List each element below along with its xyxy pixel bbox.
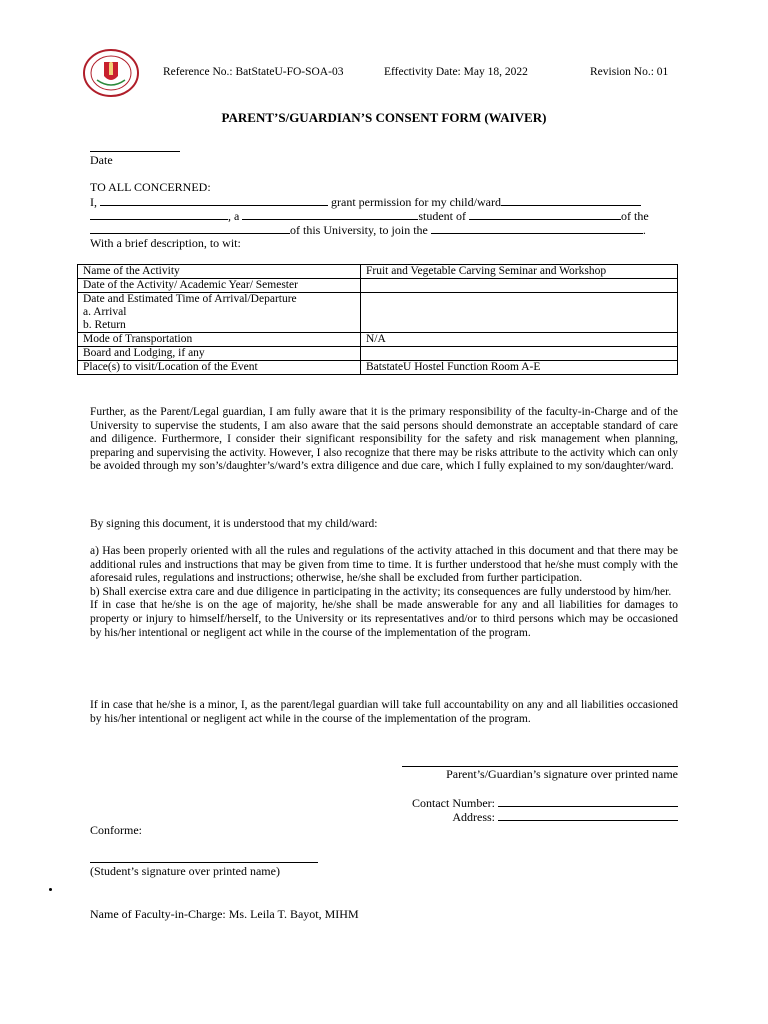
student-signature-line[interactable] [90,862,318,863]
activity-blank[interactable] [431,222,643,234]
date-line[interactable] [90,151,180,152]
permission-text: grant permission for my child/ward [328,195,501,209]
condition-b: b) Shall exercise extra care and due diligence in participating in the activity; its consequences are fully understood by him/her. [90,585,672,598]
parent-name-blank[interactable] [100,194,328,206]
paragraph-text: If in case that he/she is a minor, I, as the parent/legal guardian will take full accountability on any and all liabilities occasioned by his/her intentional or negligent act while in the course of the implementation of the program. [90,699,678,725]
table-row [78,347,678,361]
condition-a: a) Has been properly oriented with all the rules and regulations of the activity attached in this document and that there may be additional rules and instructions that may be given from time to time. It is further understood that he/she must comply with the aforesaid rules, regulations and instructions; otherwise, he/she shall be excluded from further participation. [90,545,678,585]
college-blank[interactable] [90,222,290,234]
contact-number-label: Contact Number: [412,796,498,810]
revision-number: Revision No.: 01 [590,66,669,78]
row-value[interactable]: Fruit and Vegetable Carving Seminar and Workshop [361,265,678,279]
child-name-blank-2[interactable] [90,208,228,220]
stray-dot [49,888,52,891]
permission-line-3 [90,222,646,237]
understanding-paragraph [90,518,678,532]
paragraph-text: By signing this document, it is understood that my child/ward: [90,518,378,530]
child-name-blank[interactable] [501,194,641,206]
date-label: Date [90,153,113,167]
conforme-label: Conforme: [90,823,142,837]
form-title: PARENT’S/GUARDIAN’S CONSENT FORM (WAIVER) [221,110,547,125]
salutation: TO ALL CONCERNED: [90,180,211,194]
permission-line-4: With a brief description, to wit: [90,236,241,250]
row-label: Date of the Activity/ Academic Year/ Semester [78,279,361,293]
permission-text: student of [418,209,469,223]
row-label: Mode of Transportation [78,333,361,347]
student-signature-label: (Student’s signature over printed name) [90,864,280,878]
permission-text: . [642,223,646,237]
permission-text: of this University, to join the [290,223,431,237]
contact-number-field[interactable] [498,795,678,807]
row-label: Date and Estimated Time of Arrival/Departure [83,293,297,305]
table-row [78,361,678,375]
row-label-group [78,293,361,333]
faculty-in-charge: Name of Faculty-in-Charge: Ms. Leila T. Bayot, MIHM [90,907,359,921]
row-value[interactable]: N/A [361,333,678,347]
row-value[interactable] [361,279,678,293]
row-label: Name of the Activity [78,265,361,279]
address-field[interactable] [498,809,678,821]
parent-signature-label: Parent’s/Guardian’s signature over printed name [446,767,678,781]
permission-text: I, [90,195,100,209]
row-sublabel-arrival: a. Arrival [83,306,127,318]
table-row [78,265,678,279]
row-label: Place(s) to visit/Location of the Event [78,361,361,375]
row-value[interactable] [361,293,678,333]
table-row [78,279,678,293]
permission-line-2 [90,208,649,223]
address-row [380,809,678,825]
table-row [78,293,678,333]
permission-line-1 [90,194,641,209]
row-value[interactable]: BatstateU Hostel Function Room A-E [361,361,678,375]
program-blank[interactable] [469,208,621,220]
row-label: Board and Lodging, if any [78,347,361,361]
permission-text: , a [228,209,243,223]
university-seal-logo [82,48,140,98]
condition-majority: If in case that he/she is on the age of majority, he/she shall be made answerable for any and all liabilities for damages to property or injury to himself/herself, to the University or its representatives and/or to third persons which may be occasioned by his/her intentional or negligent act while in the course of the implementation of the program. [90,599,678,639]
responsibility-paragraph [90,406,678,474]
permission-text: of the [621,209,649,223]
table-row [78,333,678,347]
paragraph-text: Further, as the Parent/Legal guardian, I am fully aware that it is the primary responsibility of the faculty-in-Charge and of the University to supervise the students, I am also aware that the said persons should demonstrate an acceptable standard of care and diligence. Furthermore, I consider their significant responsibility for the safety and risk management when planning, preparing and supervising the activity. However, I also recognize that there may be risks attribute to the activity which can only be avoided through my son’s/daughter’s/ward’s extra diligence and due care, which I fully explained to my son/daughter/ward. [90,406,678,473]
address-label: Address: [452,810,498,824]
row-sublabel-return: b. Return [83,319,126,331]
activity-details-table [77,264,678,375]
row-value[interactable] [361,347,678,361]
minor-paragraph [90,699,678,726]
effectivity-date: Effectivity Date: May 18, 2022 [384,66,528,78]
conditions-paragraph [90,545,678,640]
year-level-blank[interactable] [242,208,418,220]
reference-number: Reference No.: BatStateU-FO-SOA-03 [163,66,344,78]
